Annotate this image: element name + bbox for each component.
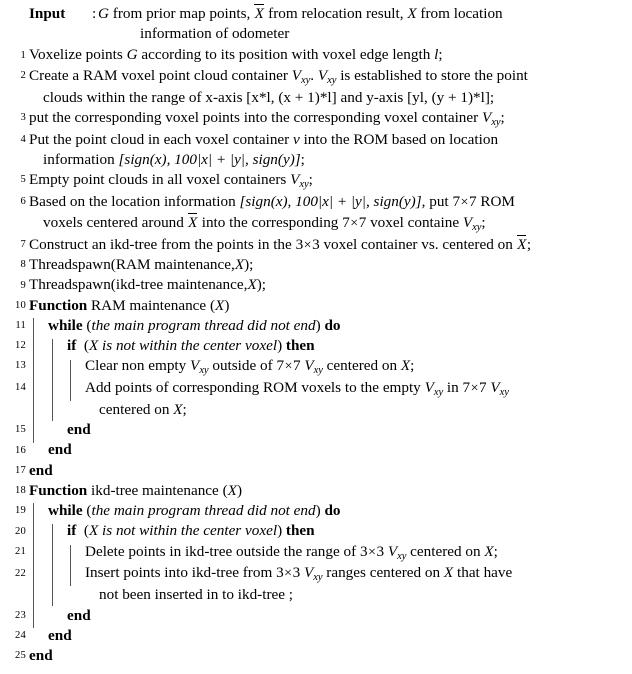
var-x: X — [234, 256, 245, 274]
line-number: 15 — [15, 424, 26, 436]
line-number: 13 — [15, 360, 26, 372]
var-x: X — [173, 401, 183, 419]
line-number: 4 — [20, 133, 26, 145]
line-number: 12 — [15, 340, 26, 352]
var-x: X — [400, 357, 411, 375]
algorithm-line — [0, 170, 632, 192]
line-number: 24 — [15, 629, 26, 641]
function-block-ram — [0, 296, 632, 481]
algorithm-line — [0, 356, 632, 378]
line-content: Put the point cloud in each voxel container v into the ROM based on location information [sign(x), 100|x| + |y|, sign(y)]; — [29, 130, 630, 170]
algorithm-line — [0, 481, 632, 501]
var-vxy: $V_{xy}$ — [462, 213, 482, 233]
line-content — [48, 440, 630, 460]
line-number: 18 — [15, 485, 26, 497]
line-content: if (X is not within the center voxel) then — [67, 522, 315, 540]
algorithm-line — [0, 296, 632, 316]
line-number: 19 — [15, 505, 26, 517]
line-number: 22 — [15, 567, 26, 579]
math-expr: [sign(x), 100|x| + |y|, sign(y)] — [239, 193, 422, 211]
algorithm-line — [0, 192, 632, 235]
keyword-if: if — [67, 522, 77, 540]
line-content: Based on the location information [sign(x), 100|x| + |y|, sign(y)], put 7×7 ROM voxels centered around X into the corresponding 7×7 voxel containe $V_{xy}$; — [29, 192, 630, 235]
algorithm-line — [0, 378, 632, 420]
var-x: X — [88, 337, 99, 354]
line-number: 11 — [15, 319, 26, 331]
algorithm-line — [0, 336, 632, 356]
input-colon: : — [92, 5, 97, 22]
line-content: while (the main program thread did not end) do — [48, 316, 341, 334]
keyword-end: end — [67, 421, 91, 439]
line-number: 14 — [15, 382, 26, 394]
line-content: Threadspawn(RAM maintenance,X); — [29, 256, 254, 274]
input-value-line2: information of odometer — [140, 25, 290, 43]
input-text-1: from prior map points, — [108, 5, 255, 22]
keyword-end: end — [48, 626, 72, 644]
line-content — [29, 461, 630, 481]
var-vxy: $V_{xy}$ — [424, 379, 444, 398]
function-name: ikd-tree maintenance — [91, 481, 219, 499]
algorithm-line — [0, 235, 632, 256]
algorithm-line — [0, 45, 632, 65]
line-number: 25 — [15, 650, 26, 662]
line-content: Delete points in ikd-tree outside the range of 3×3 $V_{xy}$ centered on X; — [85, 542, 498, 562]
algorithm-line — [0, 420, 632, 440]
var-vxy: $V_{xy}$ — [490, 379, 509, 398]
line-content — [67, 606, 630, 626]
keyword-end: end — [29, 461, 53, 479]
line-continuation: centered on X; — [99, 401, 187, 419]
input-text-3: from location — [416, 5, 503, 22]
var-vxy: $V_{xy}$ — [317, 66, 337, 86]
line-content: Voxelize points G according to its position with voxel edge length l; — [29, 46, 443, 64]
keyword-while: while — [48, 502, 83, 520]
var-vxy: $V_{xy}$ — [190, 357, 209, 376]
algorithm-line — [0, 275, 632, 295]
keyword-end: end — [48, 441, 72, 459]
algorithm-line — [0, 440, 632, 460]
if-condition: is not within the center voxel — [102, 337, 278, 354]
line-content: Threadspawn(ikd-tree maintenance,X); — [29, 276, 266, 294]
var-vxy: $V_{xy}$ — [291, 66, 311, 86]
line-content: Function RAM maintenance (X) — [29, 296, 230, 314]
line-content: Insert points into ikd-tree from 3×3 $V_{xy}$ ranges centered on X that have not been inserted in to ikd-tree ; — [85, 563, 630, 605]
algorithm-line — [0, 563, 632, 605]
line-content: if (X is not within the center voxel) then — [67, 337, 315, 354]
algorithm-line — [0, 108, 632, 130]
line-number: 3 — [20, 111, 26, 123]
line-continuation: not been inserted in to ikd-tree ; — [99, 586, 294, 604]
line-content — [67, 420, 630, 440]
line-number: 5 — [20, 174, 26, 186]
line-number: 1 — [20, 49, 26, 61]
var-xbar: X — [188, 213, 198, 231]
algorithm-line — [0, 66, 632, 108]
input-var-g: G — [98, 5, 109, 22]
var-g: G — [126, 46, 138, 64]
keyword-then: then — [285, 337, 315, 354]
line-number: 21 — [15, 545, 26, 557]
var-xbar: X — [517, 235, 527, 253]
line-number: 17 — [15, 464, 26, 476]
keyword-while: while — [48, 316, 83, 334]
algorithm-line — [0, 501, 632, 521]
keyword-end: end — [67, 606, 91, 624]
line-number: 16 — [15, 444, 26, 456]
algorithm-line — [0, 521, 632, 541]
algorithm-line — [0, 130, 632, 170]
input-var-x: X — [407, 5, 417, 22]
line-continuation: voxels centered around X into the corresponding 7×7 voxel containe $V_{xy}$; — [43, 213, 486, 233]
var-x: X — [443, 564, 454, 582]
var-x: X — [227, 481, 237, 499]
algorithm-input-header — [0, 4, 632, 44]
input-var-xbar: X — [254, 5, 264, 22]
line-content: while (the main program thread did not end) do — [48, 502, 341, 520]
line-content: Construct an ikd-tree from the points in the 3×3 voxel container vs. centered on X; — [29, 235, 532, 253]
line-continuation: clouds within the range of x-axis [x*l, (x + 1)*l] and y-axis [yl, (y + 1)*l]; — [43, 88, 495, 106]
input-value-line1 — [98, 4, 632, 24]
algorithm-line — [0, 255, 632, 275]
line-number: 20 — [15, 525, 26, 537]
var-x: X — [215, 296, 225, 314]
line-content: Empty point clouds in all voxel containers $V_{xy}$; — [29, 171, 313, 190]
while-condition: the main program thread did not end — [91, 316, 316, 334]
function-block-ikd — [0, 481, 632, 666]
keyword-function: Function — [29, 296, 88, 314]
line-number: 9 — [20, 279, 26, 291]
input-text-2: from relocation result, — [264, 5, 408, 22]
var-vxy: $V_{xy}$ — [482, 108, 501, 128]
line-content — [29, 646, 630, 666]
line-number: 23 — [15, 609, 26, 621]
keyword-if: if — [67, 337, 77, 354]
keyword-then: then — [285, 522, 315, 540]
var-vxy: $V_{xy}$ — [387, 542, 407, 562]
line-number: 8 — [20, 259, 26, 271]
line-number: 7 — [20, 238, 26, 250]
line-content: Create a RAM voxel point cloud container $V_{xy}$. $V_{xy}$ is established to store the point clouds within the range of x-axis [x*l, (x + 1)*l] and y-axis [yl, (y + 1)*l]; — [29, 66, 630, 108]
algorithm-line — [0, 646, 632, 666]
var-vxy: $V_{xy}$ — [303, 564, 323, 584]
line-content: Add points of corresponding ROM voxels to the empty $V_{xy}$ in 7×7 $V_{xy}$ centered on X; — [85, 378, 630, 420]
algorithm-line — [0, 542, 632, 564]
algorithm-line — [0, 606, 632, 626]
algorithm-line — [0, 461, 632, 481]
line-content: Function ikd-tree maintenance (X) — [29, 481, 242, 499]
keyword-do: do — [324, 502, 341, 520]
var-vxy: $V_{xy}$ — [290, 171, 309, 190]
keyword-end: end — [29, 647, 53, 665]
var-v: v — [293, 130, 300, 148]
line-content: put the corresponding voxel points into the corresponding voxel container $V_{xy}$; — [29, 108, 505, 128]
function-name: RAM maintenance — [91, 296, 207, 314]
if-condition: is not within the center voxel — [102, 522, 278, 540]
line-number: 10 — [15, 299, 26, 311]
line-number: 6 — [20, 196, 26, 208]
var-x: X — [88, 522, 99, 540]
var-l: l — [434, 46, 439, 64]
var-vxy: $V_{xy}$ — [304, 357, 323, 376]
line-continuation: information [sign(x), 100|x| + |y|, sign(y)]; — [43, 150, 305, 168]
keyword-function: Function — [29, 481, 88, 499]
input-label: Input — [29, 5, 66, 22]
line-content: Clear non empty $V_{xy}$ outside of 7×7 $V_{xy}$ centered on X; — [85, 357, 415, 376]
keyword-do: do — [324, 316, 341, 334]
line-number: 2 — [20, 69, 26, 81]
algorithm-line — [0, 626, 632, 646]
while-condition: the main program thread did not end — [91, 502, 316, 520]
line-content — [48, 626, 630, 646]
var-x: X — [247, 276, 257, 294]
algorithm-line — [0, 316, 632, 336]
math-expr: [sign(x), 100|x| + |y|, sign(y)] — [118, 150, 301, 168]
var-x: X — [484, 542, 494, 560]
